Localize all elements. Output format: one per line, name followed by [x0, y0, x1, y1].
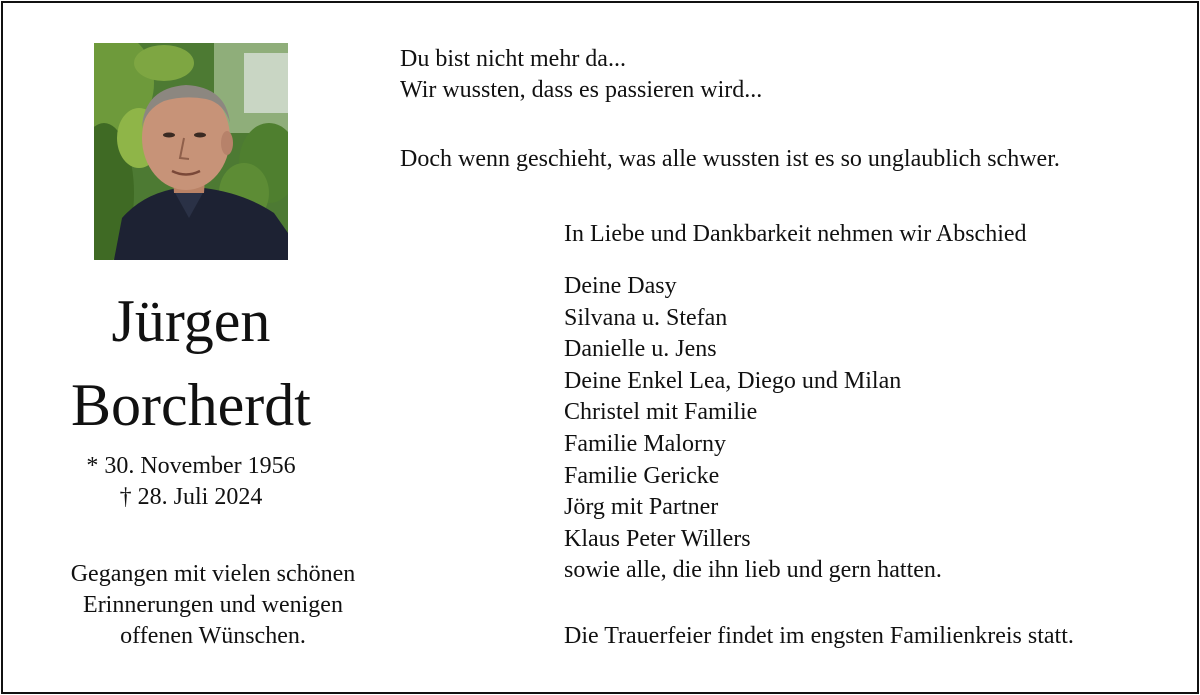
portrait-photo: [94, 43, 288, 260]
mourner-entry: Deine Dasy: [564, 273, 677, 299]
death-date: † 28. Juli 2024: [119, 484, 263, 510]
poem-line: Wir wussten, dass es passieren wird...: [400, 77, 763, 103]
epitaph-line: Gegangen mit vielen schönen: [70, 561, 356, 587]
poem-line: Doch wenn geschieht, was alle wussten ist es so unglaublich schwer.: [400, 146, 1060, 172]
poem-line: Du bist nicht mehr da...: [400, 46, 626, 72]
mourner-entry: Familie Gericke: [564, 462, 720, 489]
deceased-last-name: Borcherdt: [71, 372, 311, 438]
mourner-entry: Familie Malorny: [564, 430, 726, 457]
epitaph-line: Erinnerungen und wenigen: [83, 592, 343, 618]
birth-date: * 30. November 1956: [86, 453, 296, 479]
mourner-entry: Silvana u. Stefan: [564, 304, 728, 331]
mourner-entry: Jörg mit Partner: [564, 494, 719, 521]
mourners-list: [564, 271, 942, 587]
mourner-entry: Danielle u. Jens: [564, 336, 717, 363]
mourner-entry: sowie alle, die ihn lieb und gern hatten.: [564, 557, 942, 584]
epitaph-line: offenen Wünschen.: [120, 623, 306, 649]
mourner-entry: Deine Enkel Lea, Diego und Milan: [564, 367, 902, 394]
deceased-first-name: Jürgen: [111, 288, 271, 354]
mourner-entry: Christel mit Familie: [564, 399, 758, 426]
farewell-heading: In Liebe und Dankbarkeit nehmen wir Abschied: [564, 221, 1027, 247]
funeral-notice: Die Trauerfeier findet im engsten Familienkreis statt.: [564, 623, 1074, 649]
mourner-entry: Klaus Peter Willers: [564, 525, 751, 552]
